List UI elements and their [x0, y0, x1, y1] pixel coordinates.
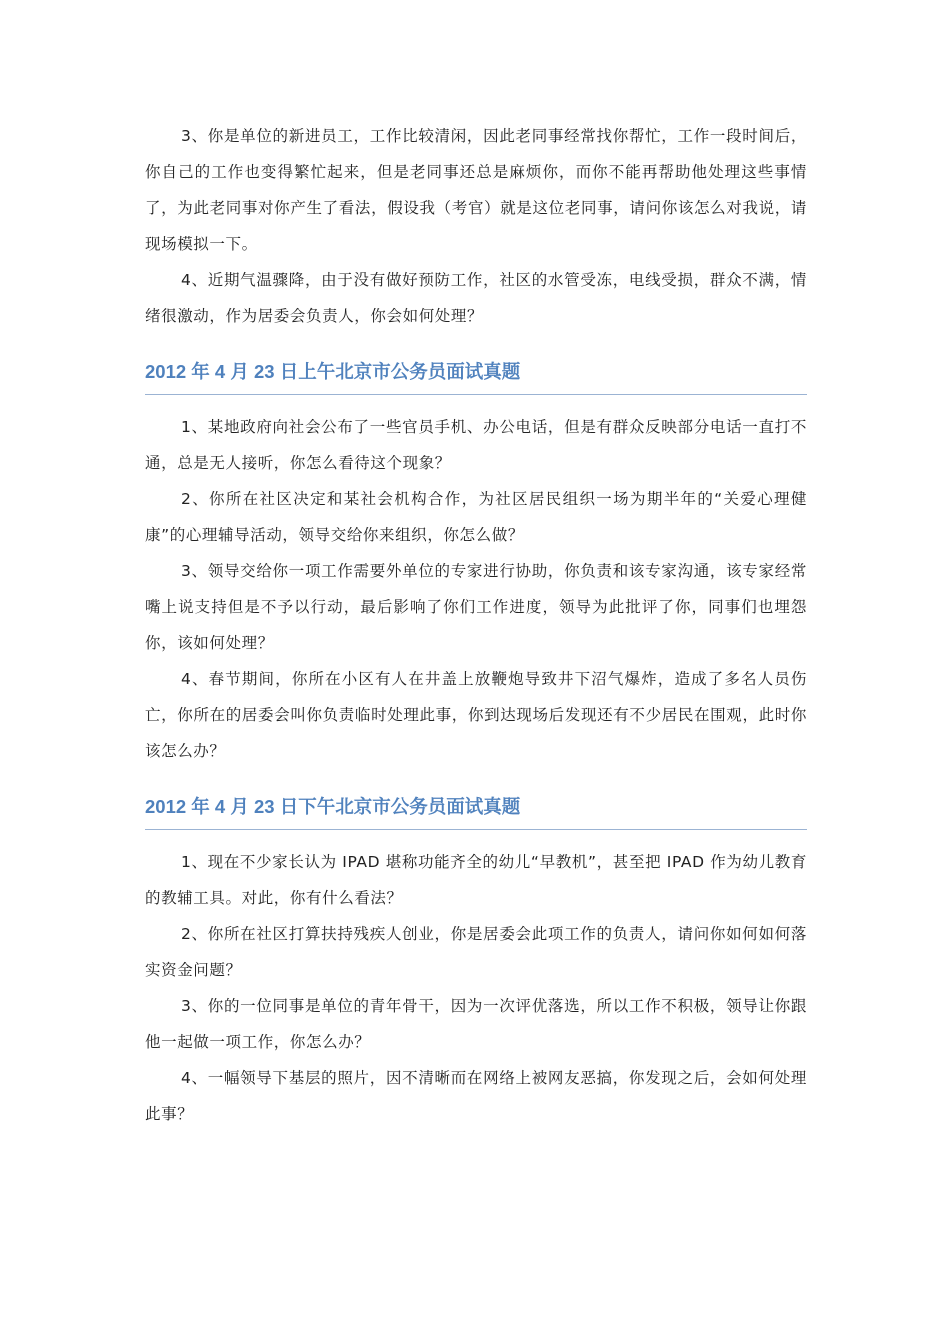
question-paragraph: 2、你所在社区打算扶持残疾人创业，你是居委会此项工作的负责人，请问你如何如何落实资金问题？: [145, 925, 807, 979]
question-paragraph: 3、领导交给你一项工作需要外单位的专家进行协助，你负责和该专家沟通，该专家经常嘴上说支持但是不予以行动，最后影响了你们工作进度，领导为此批评了你，同事们也埋怨你，该如何处理？: [145, 562, 807, 652]
question-paragraph: 4、近期气温骤降，由于没有做好预防工作，社区的水管受冻，电线受损，群众不满，情绪很激动，作为居委会负责人，你会如何处理？: [145, 271, 807, 325]
question-paragraph: 1、现在不少家长认为 IPAD 堪称功能齐全的幼儿“早教机”，甚至把 IPAD 作为幼儿教育的教辅工具。对此，你有什么看法？: [145, 853, 807, 907]
intro-questions: [145, 118, 807, 334]
document-body: [145, 118, 807, 1132]
section-morning: [145, 360, 807, 769]
question-paragraph: 4、春节期间，你所在小区有人在井盖上放鞭炮导致井下沼气爆炸，造成了多名人员伤亡，你所在的居委会叫你负责临时处理此事，你到达现场后发现还有不少居民在围观，此时你该怎么办？: [145, 670, 807, 760]
section-heading: 2012 年 4 月 23 日下午北京市公务员面试真题: [145, 795, 807, 830]
question-paragraph: 1、某地政府向社会公布了一些官员手机、办公电话，但是有群众反映部分电话一直打不通，总是无人接听，你怎么看待这个现象？: [145, 418, 807, 472]
section-heading: 2012 年 4 月 23 日上午北京市公务员面试真题: [145, 360, 807, 395]
question-paragraph: 3、你是单位的新进员工，工作比较清闲，因此老同事经常找你帮忙，工作一段时间后，你自己的工作也变得繁忙起来，但是老同事还总是麻烦你，而你不能再帮助他处理这些事情了，为此老同事对你产生了看法，假设我（考官）就是这位老同事，请问你该怎么对我说，请现场模拟一下。: [145, 127, 807, 253]
question-paragraph: 3、你的一位同事是单位的青年骨干，因为一次评优落选，所以工作不积极，领导让你跟他一起做一项工作，你怎么办？: [145, 997, 807, 1051]
question-paragraph: 4、一幅领导下基层的照片，因不清晰而在网络上被网友恶搞，你发现之后，会如何处理此事？: [145, 1069, 807, 1123]
question-paragraph: 2、你所在社区决定和某社会机构合作，为社区居民组织一场为期半年的“关爱心理健康”的心理辅导活动，领导交给你来组织，你怎么做？: [145, 490, 807, 544]
section-afternoon: [145, 795, 807, 1132]
